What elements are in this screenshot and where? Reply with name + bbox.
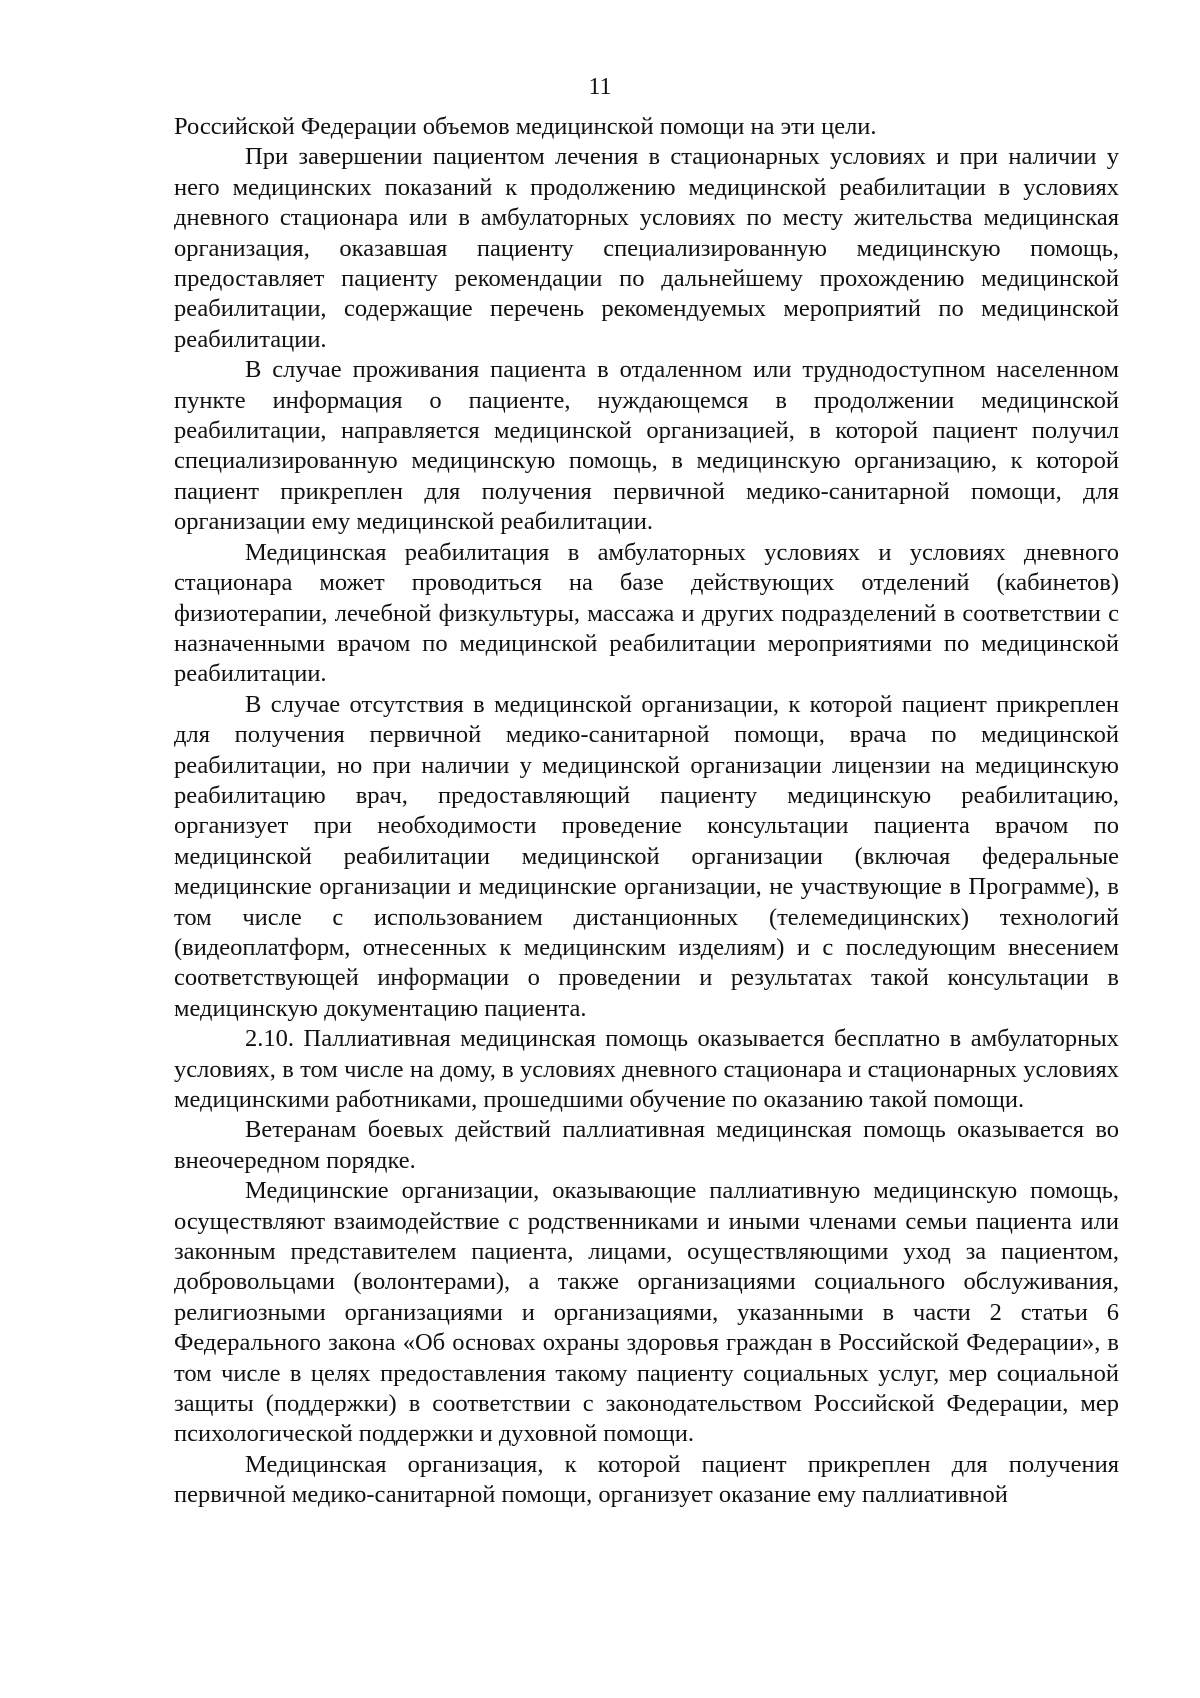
paragraph-4: Медицинская реабилитация в амбулаторных условиях и условиях дневного стационара может проводиться на базе действующих отделений (кабинетов) физиотерапии, лечебной физкультуры, массажа и других подразделений в соответствии с назначенными врачом по медицинской реабилитации мероприятиями по медицинской реабилитации. (174, 538, 1119, 688)
paragraph-3: В случае проживания пациента в отдаленном или труднодоступном населенном пункте информация о пациенте, нуждающемся в продолжении медицинской реабилитации, направляется медицинской организацией, в которой пациент получил специализированную медицинскую помощь, в медицинскую организацию, к которой пациент прикреплен для получения первичной медико-санитарной помощи, для организации ему медицинской реабилитации. (174, 356, 1119, 536)
paragraph-5: В случае отсутствия в медицинской организации, к которой пациент прикреплен для получения первичной медико-санитарной помощи, врача по медицинской реабилитации, но при наличии у медицинской организации лицензии на медицинскую реабилитацию врач, предоставляющий пациенту медицинскую реабилитацию, организует при необходимости проведение консультации пациента врачом по медицинской реабилитации медицинской организации (включая федеральные медицинские организации и медицинские организации, не участвующие в Программе), в том числе с использованием дистанционных (телемедицинских) технологий (видеоплатформ, отнесенных к медицинским изделиям) и с последующим внесением соответствующей информации о проведении и результатах такой консультации в медицинскую документацию пациента. (174, 690, 1119, 1022)
paragraph-6: 2.10. Паллиативная медицинская помощь оказывается бесплатно в амбулаторных условиях, в том числе на дому, в условиях дневного стационара и стационарных условиях медицинскими работниками, прошедшими обучение по оказанию такой помощи. (174, 1025, 1119, 1113)
document-body (174, 112, 1119, 1511)
paragraph-2: При завершении пациентом лечения в стационарных условиях и при наличии у него медицинских показаний к продолжению медицинской реабилитации в условиях дневного стационара или в амбулаторных условиях по месту жительства медицинская организация, оказавшая пациенту специализированную медицинскую помощь, предоставляет пациенту рекомендации по дальнейшему прохождению медицинской реабилитации, содержащие перечень рекомендуемых мероприятий по медицинской реабилитации. (174, 143, 1119, 353)
paragraph-9: Медицинская организация, к которой пациент прикреплен для получения первичной медико-санитарной помощи, организует оказание ему паллиативной (174, 1450, 1119, 1509)
paragraph-7: Ветеранам боевых действий паллиативная медицинская помощь оказывается во внеочередном порядке. (174, 1116, 1119, 1174)
paragraph-8: Медицинские организации, оказывающие паллиативную медицинскую помощь, осуществляют взаимодействие с родственниками и иными членами семьи пациента или законным представителем пациента, лицами, осуществляющими уход за пациентом, добровольцами (волонтерами), а также организациями социального обслуживания, религиозными организациями и организациями, указанными в части 2 статьи 6 Федерального закона «Об основах охраны здоровья граждан в Российской Федерации», в том числе в целях предоставления такому пациенту социальных услуг, мер социальной защиты (поддержки) в соответствии с законодательством Российской Федерации, мер психологической поддержки и духовной помощи. (174, 1177, 1119, 1448)
page-number: 11 (588, 74, 612, 100)
paragraph-1: Российской Федерации объемов медицинской помощи на эти цели. (174, 113, 877, 140)
